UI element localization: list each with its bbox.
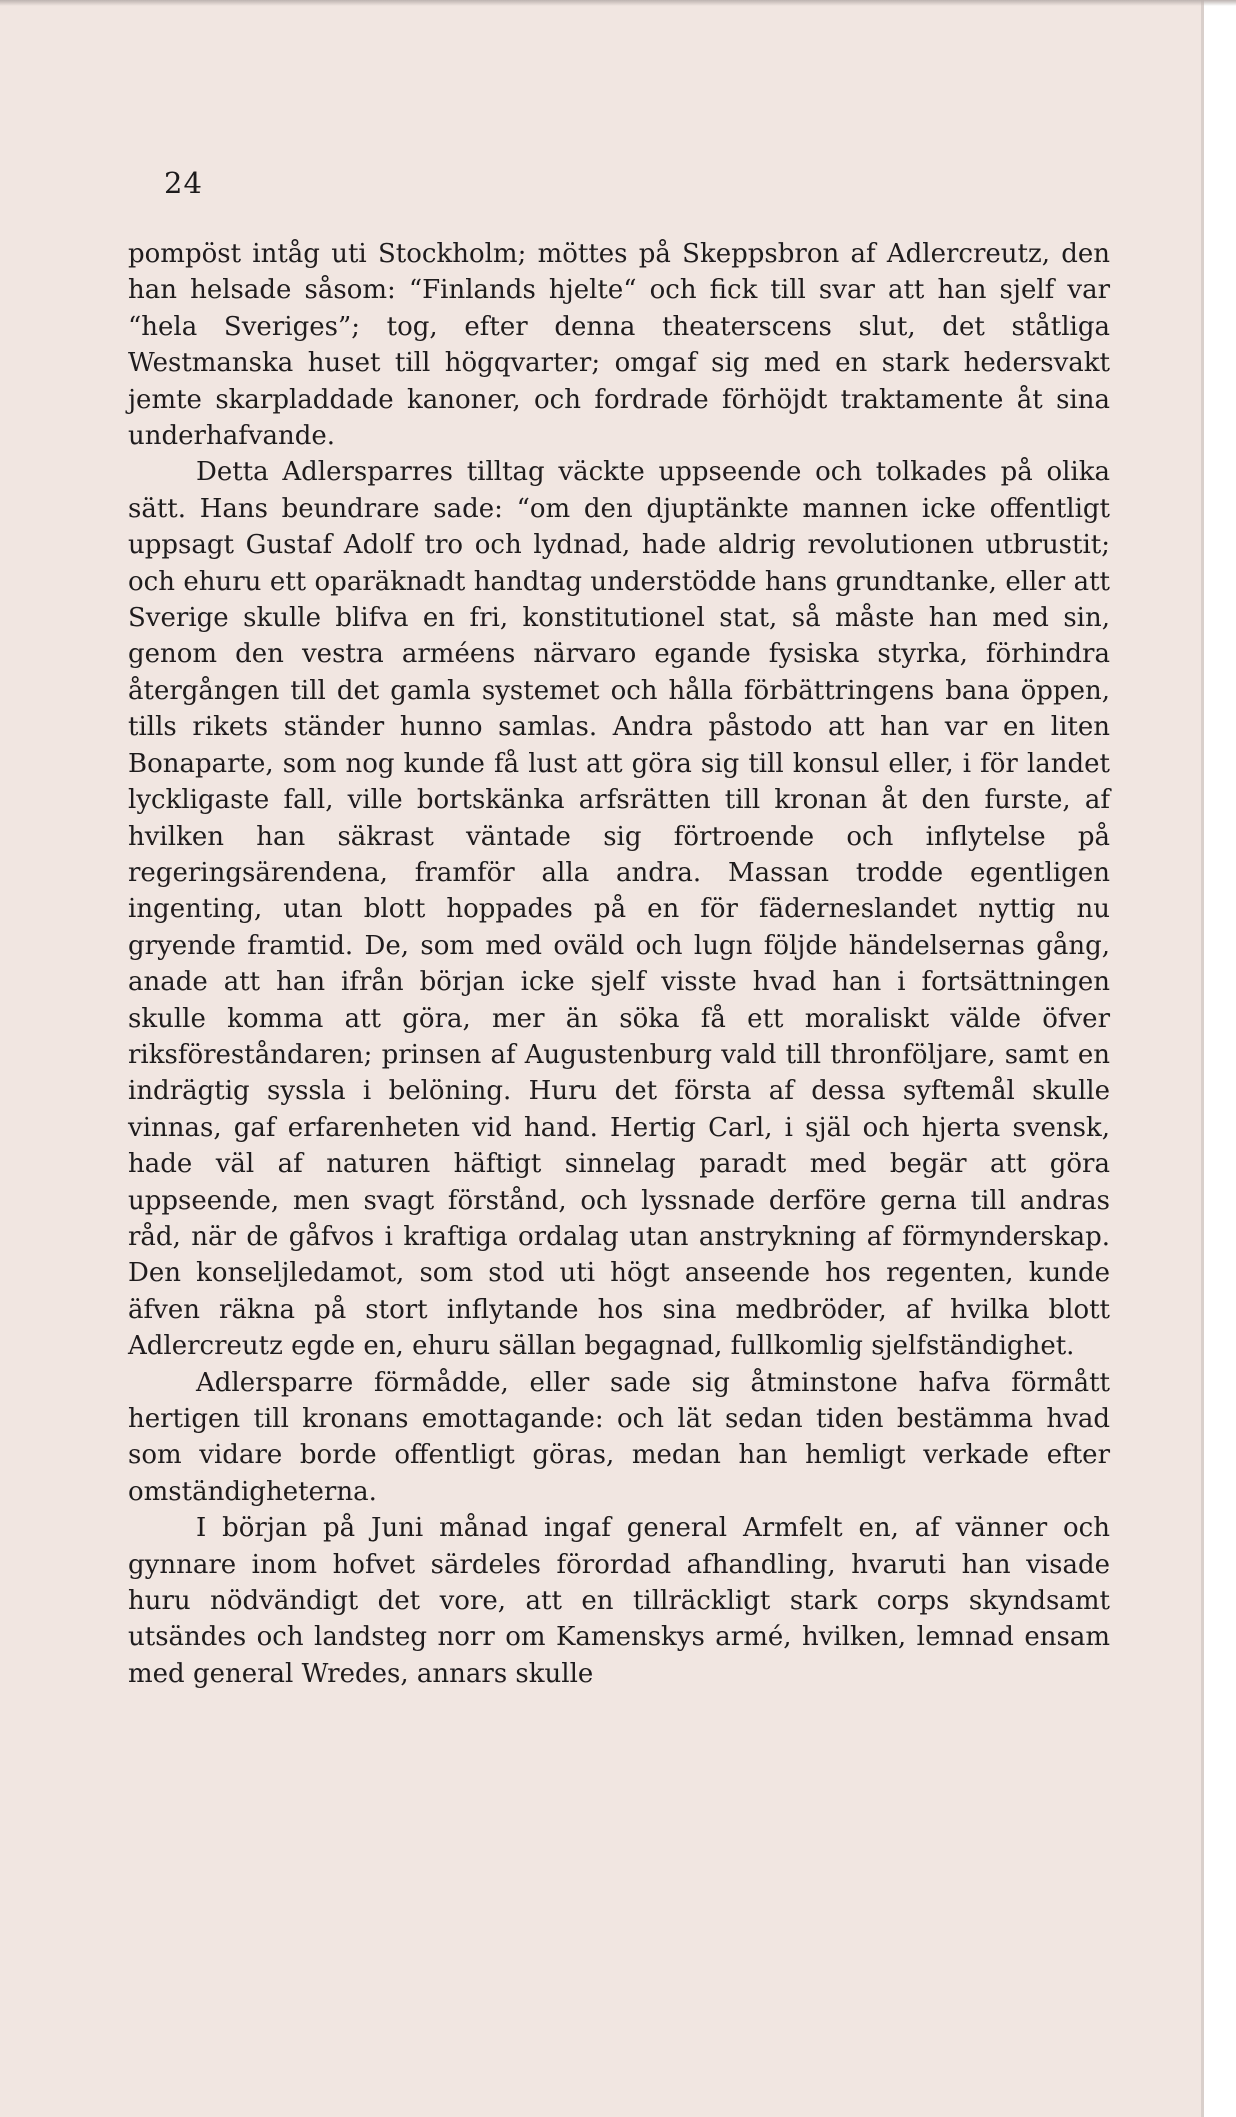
paragraph-3: Adlersparre förmådde, eller sade sig åtminstone hafva förmått hertigen till kronans emottagande: och lät sedan tiden bestämma hvad som vidare borde offentligt göras, medan han hemligt verkade efter omständigheterna. <box>128 1367 1110 1507</box>
paragraph-1: pompöst intåg uti Stockholm; möttes på Skeppsbron af Adlercreutz, den han helsade såsom: “Finlands hjelte“ och fick till svar att han sjelf var “hela Sveriges”; tog, efter denna theaterscens slut, det ståtliga Westmanska huset till högqvarter; omgaf sig med en stark hedersvakt jemte skarpladdade kanoner, och fordrade förhöjdt traktamente åt sina underhafvande. <box>128 239 1110 452</box>
page-number: 24 <box>164 166 203 200</box>
paragraph-2: Detta Adlersparres tilltag väckte uppseende och tolkades på olika sätt. Hans beundrare sade: “om den djuptänkte mannen icke offentligt uppsagt Gustaf Adolf tro och lydnad, hade aldrig revolutionen utbrustit; och ehuru ett oparäknadt handtag understödde hans grundtanke, eller att Sverige skulle blifva en fri, konstitutionel stat, så måste han med sin, genom den vestra arméens närvaro egande fysiska styrka, förhindra återgången till det gamla systemet och hålla förbättringens bana öppen, tills rikets ständer hunno samlas. Andra påstodo att han var en liten Bonaparte, som nog kunde få lust att göra sig till konsul eller, i för landet lyckligaste fall, ville bortskänka arfsrätten till kronan åt den furste, af hvilken han säkrast väntade sig förtroende och inflytelse på regeringsärendena, framför alla andra. Massan trodde egentligen ingenting, utan blott hoppades på en för fäderneslandet nyttig nu gryende framtid. De, som med oväld och lugn följde händelsernas gång, anade att han ifrån början icke sjelf visste hvad han i fortsättningen skulle komma att göra, mer än söka få ett moraliskt välde öfver riksföreståndaren; prinsen af Augustenburg vald till thronföljare, samt en indrägtig syssla i belöning. Huru det första af dessa syftemål skulle vinnas, gaf erfarenheten vid hand. Hertig Carl, i själ och hjerta svensk, hade väl af naturen häftigt sinnelag paradt med begär att göra uppseende, men svagt förstånd, och lyssnade derföre gerna till andras råd, när de gåfvos i kraftiga ordalag utan anstrykning af förmynderskap. Den konseljledamot, som stod uti högt anseende hos regenten, kunde äfven räkna på stort inflytande hos sina medbröder, af hvilka blott Adlercreutz egde en, ehuru sällan begagnad, fullkomlig sjelfständighet. <box>128 457 1110 1362</box>
paragraph-4: I början på Juni månad ingaf general Armfelt en, af vänner och gynnare inom hofvet särdeles förordad afhandling, hvaruti han visade huru nödvändigt det vore, att en tillräckligt stark corps skyndsamt utsändes och landsteg norr om Kamenskys armé, hvilken, lemnad ensam med general Wredes, annars skulle <box>128 1513 1110 1689</box>
page-body <box>128 236 1110 1692</box>
page-top-edge <box>0 0 1236 6</box>
